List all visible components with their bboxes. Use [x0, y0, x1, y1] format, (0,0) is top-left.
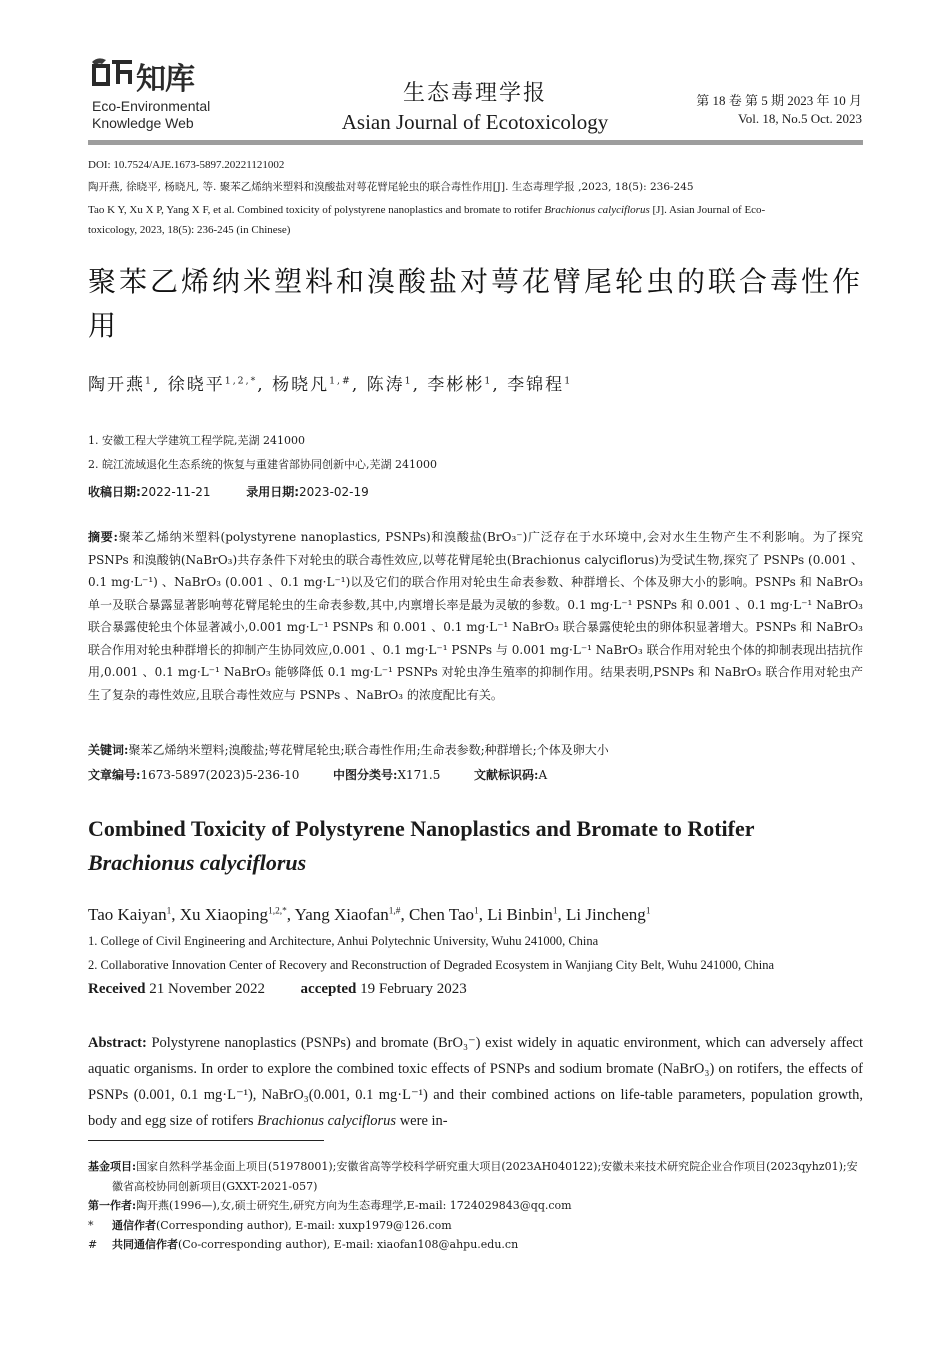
footnote-label: 基金项目:: [88, 1160, 137, 1173]
authors-en: Tao Kaiyan$^1$, Xu Xiaoping$^{1,2,*}$, Yang Xiaofan$^{1,\#}$, Chen Tao$^1$, Li Binbin$^1$, Li Jincheng$^1$: [88, 905, 651, 924]
author-mark-en: 1: [552, 906, 558, 917]
volume-info-en: Vol. 18, No.5 Oct. 2023: [738, 111, 862, 126]
article-info: [88, 766, 863, 783]
author-name-en: Li Binbin: [487, 905, 553, 924]
author-mark: 1,#: [329, 375, 352, 387]
title-en: [88, 812, 863, 880]
citation-cn: 陶开燕, 徐晓平, 杨晓凡, 等. 聚苯乙烯纳米塑料和溴酸盐对萼花臂尾轮虫的联合毒性作用[J]. 生态毒理学报 ,2023, 18(5): 236-245: [88, 181, 694, 193]
journal-name-en: Asian Journal of Ecotoxicology: [341, 110, 609, 134]
author-name: 陶开燕: [88, 375, 145, 395]
title-en-species: Brachionus calyciflorus: [88, 850, 307, 875]
footnote-text: 陶开燕(1996—),女,硕士研究生,研究方向为生态毒理学,E-mail: 1724029843@qq.com: [136, 1199, 572, 1212]
dates-en: [88, 981, 467, 998]
footnote-text: 国家自然科学基金面上项目(51978001);安徽省高等学校科学研究重大项目(2023AH040122);安徽未来技术研究院企业合作项目(2023qyhz01);安徽省高校协同创新项目(GXXT-2021-057): [112, 1160, 858, 1193]
footnote-rule: [88, 1140, 324, 1141]
volume-info-cn: 第 18 卷 第 5 期 2023 年 10 月: [696, 93, 862, 108]
author-mark: 1: [404, 375, 413, 387]
affiliation-cn-2: 2. 皖江流域退化生态系统的恢复与重建省部协同创新中心,芜湖 241000: [88, 458, 437, 471]
author-name: 杨晓凡: [272, 375, 330, 395]
author-name: 李锦程: [507, 375, 565, 395]
author-name-en: Chen Tao: [408, 905, 475, 924]
received-label-en: Received: [88, 981, 146, 997]
citation-en-text: Tao K Y, Xu X P, Yang X F, et al. Combined toxicity of polystyrene nanoplastics and bromate to rotifer: [88, 204, 545, 216]
abstract-en-species: Brachionus calyciflorus: [257, 1113, 397, 1129]
received-date-cn: 2022-11-21: [140, 485, 211, 499]
footnote-corresponding: [88, 1216, 864, 1236]
author-name-en: Yang Xiaofan: [294, 905, 389, 924]
received-date-en: 21 November 2022: [149, 981, 266, 997]
abstract-cn-text: 聚苯乙烯纳米塑料(polystyrene nanoplastics, PSNPs)和溴酸盐(BrO₃⁻)广泛存在于水环境中,会对水生生物产生不利影响。为了探究 PSNPs 和溴酸钠(NaBrO₃)共存条件下对轮虫的联合毒性效应,以萼花臂尾轮虫(Brachionus calyciflorus)为受试生物,探究了 PSNPs (0.001 、0.1 mg·L⁻¹) 、NaBrO₃ (0.001 、0.1 mg·L⁻¹)以及它们的联合作用对轮虫生命表参数、种群增长、个体及卵大小的影响。PSNPs 和 NaBrO₃ 单一及联合暴露显著影响萼花臂尾轮虫的生命表参数,其中,内禀增长率是最为灵敏的参数。0.1 mg·L⁻¹ PSNPs 和 0.001 、0.1 mg·L⁻¹ NaBrO₃ 联合暴露使轮虫个体显著减小,0.001 mg·L⁻¹ PSNPs 和 0.001 、0.1 mg·L⁻¹ NaBrO₃ 联合暴露使轮虫的卵体积显著增大。PSNPs 和 NaBrO₃ 联合作用对轮虫种群增长的抑制产生协同效应,0.001 、0.1 mg·L⁻¹ PSNPs 与 0.001 mg·L⁻¹ NaBrO₃ 联合作用对轮虫个体的抑制表现出拮抗作用,0.001 、0.1 mg·L⁻¹ NaBrO₃ 能够降低 0.1 mg·L⁻¹ PSNPs 对轮虫净生殖率的抑制作用。结果表明,PSNPs 和 NaBrO₃ 联合作用对轮虫产生了复杂的毒性效应,且联合毒性效应与 PSNPs 、NaBrO₃ 的浓度配比有关。: [88, 530, 863, 702]
author-mark: 1: [145, 375, 153, 387]
author-name-en: Xu Xiaoping: [179, 905, 269, 924]
clc-label: 中图分类号:: [333, 768, 398, 782]
author-mark-en: 1: [645, 906, 651, 917]
doc-code-label: 文献标识码:: [474, 768, 539, 782]
header-rule: [88, 140, 863, 145]
logo-subtitle-2: Knowledge Web: [92, 115, 194, 131]
title-cn: 聚苯乙烯纳米塑料和溴酸盐对萼花臂尾轮虫的联合毒性作用: [88, 265, 864, 342]
logo-text: 知库: [136, 62, 194, 97]
author-name: 陈涛: [366, 375, 405, 395]
logo-mark-icon: [88, 54, 134, 88]
citation-en-line2: toxicology, 2023, 18(5): 236-245 (in Chinese): [88, 224, 291, 236]
author-mark: 1: [564, 375, 573, 387]
citation-en-species: Brachionus calyciflorus: [544, 204, 650, 216]
footnote-funding: [88, 1157, 864, 1196]
abstract-en-tail: were in-: [396, 1113, 448, 1129]
clc-number: X171.5: [397, 768, 441, 782]
affiliation-en-2: 2. Collaborative Innovation Center of Recovery and Reconstruction of Degraded Ecosystem in Wanjiang City Belt, Wuhu 241000, China: [88, 958, 775, 972]
footnote-co-corresponding: [88, 1235, 864, 1255]
footnote-symbol: #: [88, 1238, 98, 1251]
authors-cn: 陶开燕$^1$, 徐晓平$^{1,2,*}$, 杨晓凡$^{1,\#}$, 陈涛$^1$, 李彬彬$^1$, 李锦程$^1$: [88, 375, 573, 395]
abstract-en: [88, 1030, 863, 1134]
abstract-cn: [88, 526, 863, 706]
affiliation-cn-1: 1. 安徽工程大学建筑工程学院,芜湖 241000: [88, 434, 305, 447]
footnote-label: 通信作者: [112, 1218, 156, 1232]
abstract-en-label: Abstract:: [88, 1035, 147, 1051]
footnote-symbol: *: [88, 1218, 94, 1232]
keywords-cn-text: 聚苯乙烯纳米塑料;溴酸盐;萼花臂尾轮虫;联合毒性作用;生命表参数;种群增长;个体及卵大小: [128, 743, 609, 757]
article-number-label: 文章编号:: [88, 768, 141, 782]
author-mark-en: 1: [166, 906, 172, 917]
author-mark-en: 1: [474, 906, 479, 917]
footnote-first-author: [88, 1196, 864, 1216]
dates-cn: [88, 483, 369, 500]
journal-name-cn: 生态毒理学报: [402, 80, 547, 105]
abstract-cn-label: 摘要:: [88, 530, 118, 544]
footnote-label: 第一作者:: [88, 1199, 137, 1212]
accepted-label-cn: 录用日期:: [246, 485, 300, 499]
footnote-text: (Co-corresponding author), E-mail: xiaofan108@ahpu.edu.cn: [178, 1238, 519, 1251]
footnote-text: (Corresponding author), E-mail: xuxp1979@126.com: [156, 1218, 452, 1232]
received-label-cn: 收稿日期:: [88, 485, 141, 499]
title-en-main: Combined Toxicity of Polystyrene Nanoplastics and Bromate to Rotifer: [88, 816, 755, 841]
affiliation-en-1: 1. College of Civil Engineering and Architecture, Anhui Polytechnic University, Wuhu 241000, China: [88, 934, 599, 948]
article-number: 1673-5897(2023)5-236-10: [140, 768, 300, 782]
author-name-en: Tao Kaiyan: [88, 905, 167, 924]
author-mark-en: 1,2,*: [268, 906, 287, 917]
accepted-label-en: accepted: [300, 981, 357, 997]
doc-code: A: [538, 768, 548, 782]
doi: DOI: 10.7524/AJE.1673-5897.20221121002: [88, 159, 285, 171]
footnotes: [88, 1157, 864, 1255]
citation-en-tail: [J]. Asian Journal of Eco-: [649, 204, 766, 216]
author-mark: 1: [484, 375, 493, 387]
author-mark: 1,2,*: [224, 375, 258, 387]
footnote-label: 共同通信作者: [112, 1238, 178, 1251]
author-name: 李彬彬: [427, 375, 485, 395]
journal-logo: [88, 52, 228, 134]
author-name-en: Li Jincheng: [566, 905, 646, 924]
citation-en: [88, 201, 863, 220]
author-name: 徐晓平: [167, 375, 225, 395]
logo-subtitle-1: Eco-Environmental: [92, 98, 211, 114]
accepted-date-en: 19 February 2023: [360, 981, 467, 997]
keywords-cn-label: 关键词:: [88, 743, 129, 757]
abstract-en-text: Polystyrene nanoplastics (PSNPs) and bromate (BrO₃⁻) exist widely in aquatic environment, which can adversely affect aquatic organisms. In order to explore the combined toxic effects of PSNPs and sodium bromate (NaBrO₃) on rotifers, the effects of PSNPs (0.001, 0.1 mg·L⁻¹), NaBrO₃(0.001, 0.1 mg·L⁻¹) and their combined actions on life-table parameters, population growth, body and egg size of rotifers: [88, 1035, 864, 1129]
author-mark-en: 1,#: [388, 906, 401, 917]
keywords-cn: [88, 741, 863, 758]
accepted-date-cn: 2023-02-19: [299, 485, 369, 499]
